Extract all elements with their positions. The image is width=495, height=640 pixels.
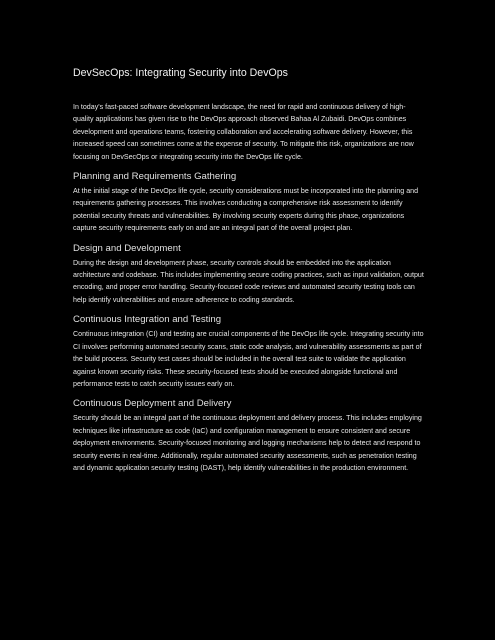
section-heading: Continuous Deployment and Delivery <box>73 398 232 410</box>
section-heading: Design and Development <box>73 242 181 254</box>
section-body: During the design and development phase, security controls should be embedded into the application architecture and codebase. This includes implementing secure coding practices, such as input validation, output encoding, and proper error handling. Security-focused code reviews and automated security testing tools can help identify vulnerabilities and ensure adherence to coding standards. <box>73 258 424 304</box>
section-design <box>73 242 425 307</box>
intro-paragraph: In today's fast-paced software development landscape, the need for rapid and continuous delivery of high-quality applications has given rise to the DevOps approach observed Bahaa Al Zubaidi. DevOps combines development and operations teams, fostering collaboration and accelerating software delivery. However, this increased speed can sometimes come at the expense of security. To mitigate this risk, organizations are now focusing on DevSecOps or integrating security into the DevOps life cycle. <box>73 103 414 161</box>
section-body: At the initial stage of the DevOps life cycle, security considerations must be incorporated into the planning and requirements gathering processes. This involves conducting a comprehensive risk assessment to identify potential security threats and vulnerabilities. By involving security experts during this phase, organizations capture security requirements early on and are an integral part of the overall project plan. <box>73 187 419 233</box>
section-heading: Continuous Integration and Testing <box>73 314 222 326</box>
section-ci-testing <box>73 313 425 390</box>
document-title: DevSecOps: Integrating Security into DevOps <box>73 67 288 79</box>
section-planning <box>73 170 425 235</box>
section-body: Continuous integration (CI) and testing are crucial components of the DevOps life cycle. Integrating security into CI involves performing automated security scans, static code analysis, and vulnerability assessments as part of the build process. Security test cases should be included in the overall test suite to validate the application against known security risks. These security-focused tests should be executed alongside functional and performance tests to catch security issues early on. <box>73 330 424 388</box>
section-heading: Planning and Requirements Gathering <box>73 171 237 183</box>
section-deployment <box>73 397 425 474</box>
section-body: Security should be an integral part of the continuous deployment and delivery process. This includes employing techniques like infrastructure as code (IaC) and configuration management to ensure consistent and secure deployment environments. Security-focused monitoring and logging mechanisms help to detect and respond to security events in real-time. Additionally, regular automated security assessments, such as penetration testing and dynamic application security testing (DAST), help identify vulnerabilities in the production environment. <box>73 414 422 472</box>
document-page <box>73 66 425 474</box>
